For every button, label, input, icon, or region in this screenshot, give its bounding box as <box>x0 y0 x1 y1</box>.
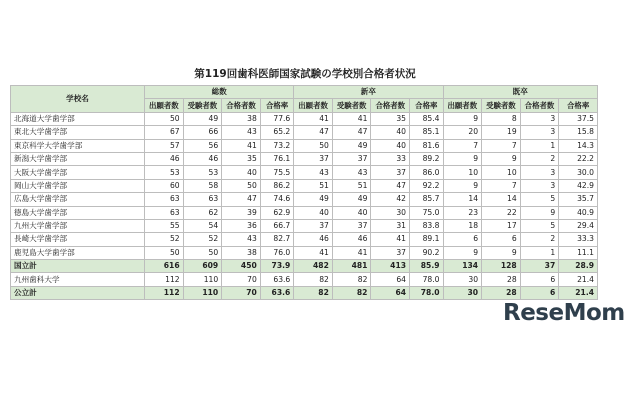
table-cell: 15.8 <box>559 126 598 139</box>
school-name: 九州大学歯学部 <box>11 219 145 232</box>
table-cell: 9 <box>482 246 521 259</box>
school-name: 新潟大学歯学部 <box>11 152 145 165</box>
table-cell: 3 <box>520 126 559 139</box>
table-cell: 35 <box>222 152 261 165</box>
table-cell: 9 <box>443 152 482 165</box>
table-cell: 14 <box>482 193 521 206</box>
table-cell: 64 <box>371 286 410 299</box>
table-cell: 6 <box>520 273 559 286</box>
school-name: 国立計 <box>11 260 145 273</box>
table-cell: 63 <box>145 193 184 206</box>
table-cell: 5 <box>520 219 559 232</box>
table-cell: 41 <box>294 112 333 125</box>
table-cell: 46 <box>332 233 371 246</box>
table-cell: 37 <box>371 246 410 259</box>
table-cell: 82 <box>294 273 333 286</box>
table-cell: 35.7 <box>559 193 598 206</box>
table-cell: 28 <box>482 273 521 286</box>
table-cell: 19 <box>482 126 521 139</box>
column-header: 出願者数 <box>145 99 184 112</box>
table-cell: 46 <box>294 233 333 246</box>
table-cell: 8 <box>482 112 521 125</box>
table-cell: 28.9 <box>559 260 598 273</box>
table-cell: 3 <box>520 166 559 179</box>
table-cell: 46 <box>183 152 222 165</box>
table-row <box>11 152 598 165</box>
table-cell: 86.0 <box>410 166 444 179</box>
public-total-row <box>11 286 598 299</box>
table-cell: 413 <box>371 260 410 273</box>
table-cell: 89.1 <box>410 233 444 246</box>
table-cell: 9 <box>443 246 482 259</box>
resemom-logo: ReseMom <box>503 300 625 326</box>
table-cell: 40.9 <box>559 206 598 219</box>
table-cell: 40 <box>222 166 261 179</box>
table-header <box>11 86 598 113</box>
table-cell: 5 <box>520 193 559 206</box>
table-cell: 42 <box>371 193 410 206</box>
table-cell: 482 <box>294 260 333 273</box>
table-cell: 110 <box>183 286 222 299</box>
table-cell: 73.9 <box>260 260 294 273</box>
table-cell: 70 <box>222 273 261 286</box>
table-cell: 50 <box>183 246 222 259</box>
school-name: 公立計 <box>11 286 145 299</box>
table-cell: 82 <box>332 286 371 299</box>
table-cell: 63.6 <box>260 286 294 299</box>
table-row <box>11 233 598 246</box>
table-row <box>11 206 598 219</box>
table-cell: 6 <box>520 286 559 299</box>
table-cell: 47 <box>294 126 333 139</box>
table-cell: 6 <box>443 233 482 246</box>
school-name: 大阪大学歯学部 <box>11 166 145 179</box>
table-cell: 76.0 <box>260 246 294 259</box>
table-row <box>11 112 598 125</box>
school-name: 北海道大学歯学部 <box>11 112 145 125</box>
table-cell: 63 <box>183 193 222 206</box>
table-cell: 9 <box>443 112 482 125</box>
table-cell: 1 <box>520 139 559 152</box>
table-cell: 128 <box>482 260 521 273</box>
group-header-row <box>11 86 598 99</box>
table-cell: 50 <box>222 179 261 192</box>
column-header: 合格者数 <box>222 99 261 112</box>
table-cell: 66.7 <box>260 219 294 232</box>
table-body <box>11 112 598 299</box>
results-table <box>10 85 598 300</box>
table-cell: 56 <box>183 139 222 152</box>
table-cell: 7 <box>443 139 482 152</box>
table-cell: 23 <box>443 206 482 219</box>
table-cell: 50 <box>294 139 333 152</box>
table-cell: 40 <box>294 206 333 219</box>
table-cell: 90.2 <box>410 246 444 259</box>
table-cell: 37 <box>294 219 333 232</box>
table-cell: 14 <box>443 193 482 206</box>
table-cell: 37 <box>332 152 371 165</box>
table-cell: 10 <box>443 166 482 179</box>
table-cell: 49 <box>183 112 222 125</box>
table-cell: 3 <box>520 112 559 125</box>
table-cell: 51 <box>294 179 333 192</box>
table-cell: 58 <box>183 179 222 192</box>
table-cell: 75.5 <box>260 166 294 179</box>
table-cell: 9 <box>443 179 482 192</box>
column-header: 出願者数 <box>443 99 482 112</box>
table-cell: 64 <box>371 273 410 286</box>
table-cell: 41 <box>332 246 371 259</box>
table-cell: 53 <box>145 166 184 179</box>
table-cell: 62.9 <box>260 206 294 219</box>
table-cell: 9 <box>482 152 521 165</box>
table-cell: 37 <box>294 152 333 165</box>
column-header: 合格率 <box>559 99 598 112</box>
school-name: 岡山大学歯学部 <box>11 179 145 192</box>
table-cell: 37 <box>520 260 559 273</box>
table-cell: 82 <box>294 286 333 299</box>
table-cell: 39 <box>222 206 261 219</box>
table-cell: 43 <box>294 166 333 179</box>
table-cell: 63 <box>145 206 184 219</box>
table-cell: 47 <box>222 193 261 206</box>
table-cell: 22.2 <box>559 152 598 165</box>
column-header: 合格者数 <box>520 99 559 112</box>
column-header: 出願者数 <box>294 99 333 112</box>
table-cell: 9 <box>520 206 559 219</box>
table-cell: 86.2 <box>260 179 294 192</box>
table-cell: 37 <box>371 166 410 179</box>
table-cell: 50 <box>145 112 184 125</box>
table-cell: 75.0 <box>410 206 444 219</box>
table-cell: 1 <box>520 246 559 259</box>
table-cell: 63.6 <box>260 273 294 286</box>
table-cell: 40 <box>371 139 410 152</box>
table-cell: 47 <box>332 126 371 139</box>
table-row <box>11 126 598 139</box>
group-header-total: 総数 <box>145 86 294 99</box>
table-cell: 41 <box>294 246 333 259</box>
table-cell: 2 <box>520 233 559 246</box>
table-cell: 30 <box>371 206 410 219</box>
school-name: 徳島大学歯学部 <box>11 206 145 219</box>
table-cell: 14.3 <box>559 139 598 152</box>
table-cell: 85.7 <box>410 193 444 206</box>
table-cell: 73.2 <box>260 139 294 152</box>
table-cell: 65.2 <box>260 126 294 139</box>
table-cell: 18 <box>443 219 482 232</box>
table-row <box>11 139 598 152</box>
table-cell: 35 <box>371 112 410 125</box>
table-cell: 49 <box>332 193 371 206</box>
column-header: 受験者数 <box>183 99 222 112</box>
table-cell: 62 <box>183 206 222 219</box>
page-title: 第119回歯科医師国家試験の学校別合格者状況 <box>194 68 416 80</box>
table-cell: 481 <box>332 260 371 273</box>
table-cell: 7 <box>482 139 521 152</box>
table-cell: 112 <box>145 273 184 286</box>
table-cell: 37 <box>332 219 371 232</box>
table-cell: 28 <box>482 286 521 299</box>
table-cell: 78.0 <box>410 286 444 299</box>
table-cell: 20 <box>443 126 482 139</box>
table-cell: 46 <box>145 152 184 165</box>
table-row <box>11 193 598 206</box>
table-cell: 30 <box>443 273 482 286</box>
table-cell: 67 <box>145 126 184 139</box>
column-header: 受験者数 <box>482 99 521 112</box>
table-cell: 112 <box>145 286 184 299</box>
table-cell: 33 <box>371 152 410 165</box>
table-cell: 54 <box>183 219 222 232</box>
table-cell: 76.1 <box>260 152 294 165</box>
table-cell: 92.2 <box>410 179 444 192</box>
table-row <box>11 166 598 179</box>
table-cell: 3 <box>520 179 559 192</box>
table-cell: 52 <box>145 233 184 246</box>
column-header: 受験者数 <box>332 99 371 112</box>
table-cell: 37.5 <box>559 112 598 125</box>
table-cell: 21.4 <box>559 286 598 299</box>
table-cell: 40 <box>332 206 371 219</box>
group-header-previous: 既卒 <box>443 86 597 99</box>
table-cell: 22 <box>482 206 521 219</box>
table-cell: 17 <box>482 219 521 232</box>
table-cell: 30 <box>443 286 482 299</box>
table-cell: 78.0 <box>410 273 444 286</box>
school-name: 東京科学大学歯学部 <box>11 139 145 152</box>
table-cell: 74.6 <box>260 193 294 206</box>
school-column-header: 学校名 <box>11 86 145 113</box>
table-cell: 40 <box>371 126 410 139</box>
table-cell: 50 <box>145 246 184 259</box>
table-cell: 134 <box>443 260 482 273</box>
table-cell: 616 <box>145 260 184 273</box>
table-cell: 41 <box>332 112 371 125</box>
table-cell: 41 <box>222 139 261 152</box>
table-cell: 82.7 <box>260 233 294 246</box>
school-name: 東北大学歯学部 <box>11 126 145 139</box>
table-cell: 53 <box>183 166 222 179</box>
table-cell: 85.9 <box>410 260 444 273</box>
table-cell: 89.2 <box>410 152 444 165</box>
group-header-new: 新卒 <box>294 86 443 99</box>
school-name: 広島大学歯学部 <box>11 193 145 206</box>
table-cell: 47 <box>371 179 410 192</box>
table-row <box>11 219 598 232</box>
national-total-row <box>11 260 598 273</box>
table-cell: 10 <box>482 166 521 179</box>
table-cell: 6 <box>482 233 521 246</box>
school-name: 長崎大学歯学部 <box>11 233 145 246</box>
table-cell: 42.9 <box>559 179 598 192</box>
table-cell: 57 <box>145 139 184 152</box>
table-cell: 60 <box>145 179 184 192</box>
table-cell: 43 <box>222 126 261 139</box>
table-cell: 83.8 <box>410 219 444 232</box>
school-name: 鹿児島大学歯学部 <box>11 246 145 259</box>
table-cell: 29.4 <box>559 219 598 232</box>
table-cell: 43 <box>222 233 261 246</box>
table-cell: 51 <box>332 179 371 192</box>
table-cell: 85.4 <box>410 112 444 125</box>
table-cell: 33.3 <box>559 233 598 246</box>
table-row <box>11 246 598 259</box>
table-cell: 36 <box>222 219 261 232</box>
column-header: 合格率 <box>260 99 294 112</box>
column-header: 合格者数 <box>371 99 410 112</box>
column-header: 合格率 <box>410 99 444 112</box>
table-cell: 52 <box>183 233 222 246</box>
table-cell: 70 <box>222 286 261 299</box>
table-cell: 609 <box>183 260 222 273</box>
table-cell: 38 <box>222 112 261 125</box>
table-cell: 85.1 <box>410 126 444 139</box>
table-cell: 450 <box>222 260 261 273</box>
table-cell: 31 <box>371 219 410 232</box>
table-cell: 41 <box>371 233 410 246</box>
table-cell: 110 <box>183 273 222 286</box>
table-cell: 82 <box>332 273 371 286</box>
table-cell: 66 <box>183 126 222 139</box>
table-cell: 77.6 <box>260 112 294 125</box>
table-cell: 49 <box>332 139 371 152</box>
table-cell: 38 <box>222 246 261 259</box>
school-name: 九州歯科大学 <box>11 273 145 286</box>
table-cell: 7 <box>482 179 521 192</box>
table-cell: 2 <box>520 152 559 165</box>
table-cell: 21.4 <box>559 273 598 286</box>
table-row <box>11 273 598 286</box>
table-cell: 30.0 <box>559 166 598 179</box>
table-cell: 55 <box>145 219 184 232</box>
table-row <box>11 179 598 192</box>
table-cell: 49 <box>294 193 333 206</box>
table-cell: 43 <box>332 166 371 179</box>
table-cell: 11.1 <box>559 246 598 259</box>
table-cell: 81.6 <box>410 139 444 152</box>
